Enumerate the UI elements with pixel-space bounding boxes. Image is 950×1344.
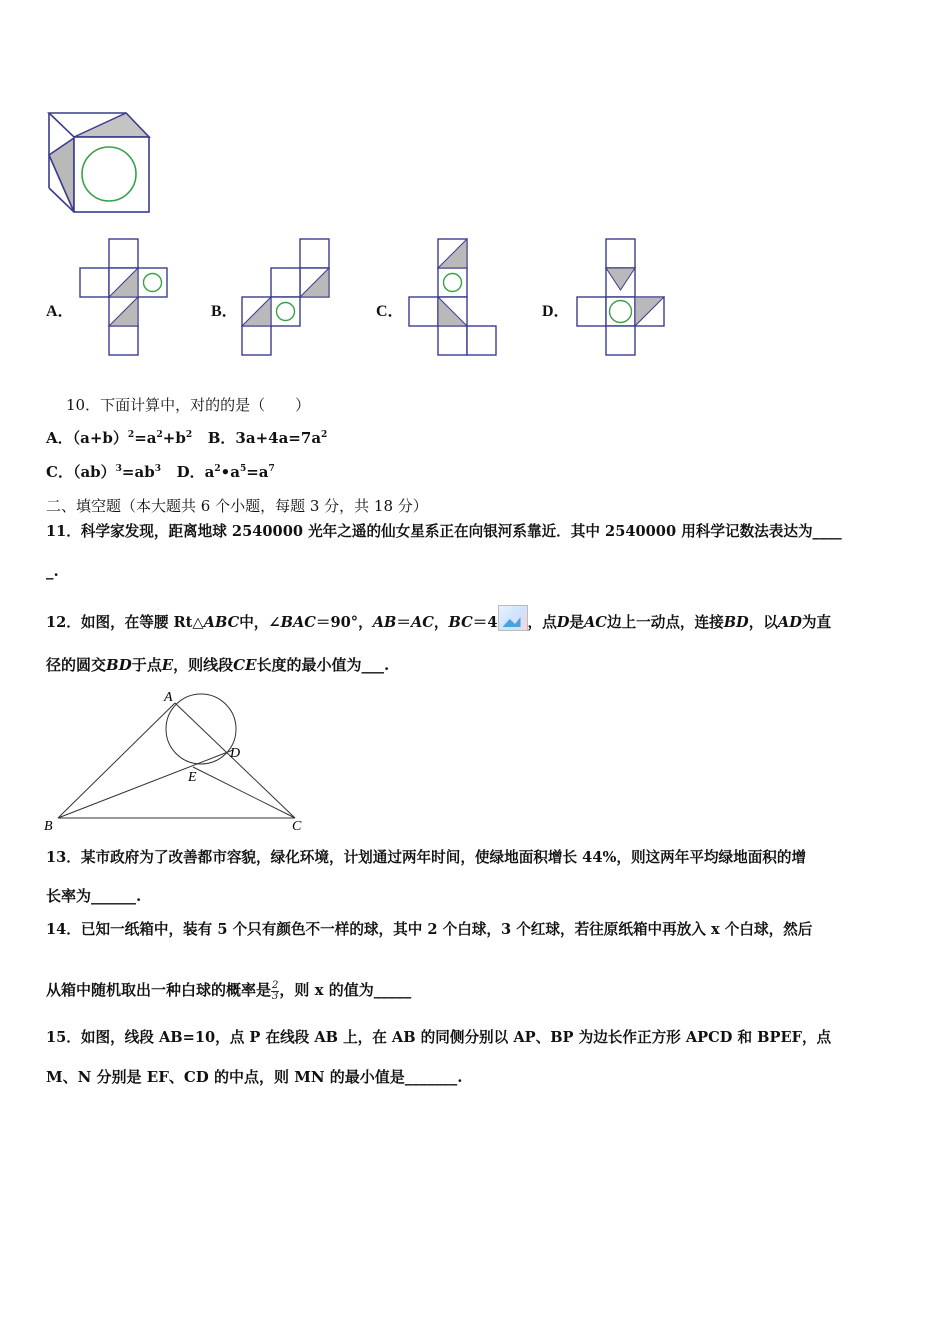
net-option-b bbox=[240, 238, 332, 356]
label-d: D bbox=[230, 746, 241, 761]
section-2-heading: 二、填空题（本大题共 6 个小题，每题 3 分，共 18 分） bbox=[46, 497, 428, 515]
q14-line2: 从箱中随机取出一种白球的概率是 $\frac{2}{3}$ ，则 x 的值为_____ bbox=[46, 979, 412, 1002]
q14-line1: 14．已知一纸箱中，装有 5 个只有颜色不一样的球，其中 2 个白球，3 个红球，若往原纸箱中再放入 x 个白球，然后 bbox=[46, 921, 813, 938]
q15-line2: M、N 分别是 EF、CD 的中点，则 MN 的最小值是_______. bbox=[46, 1068, 463, 1086]
q12-line2: 径的圆交BD于点E，则线段CE长度的最小值为___. bbox=[46, 656, 390, 674]
q12-line1: 12．如图，在等腰 Rt△ABC中，∠BAC＝90°，AB＝AC，BC＝4 ，点D是AC边上一动点，连接BD，以AD为直 bbox=[46, 605, 831, 633]
net-option-d bbox=[575, 238, 667, 356]
triangle-circle-figure bbox=[40, 688, 320, 838]
option-c-label: C． bbox=[376, 303, 404, 320]
option-d-label: D． bbox=[542, 303, 570, 320]
cube-figure bbox=[46, 110, 152, 216]
q11-line1: 11．科学家发现，距离地球 2540000 光年之遥的仙女星系正在向银河系靠近．其中 2540000 用科学记数法表达为____ bbox=[46, 523, 842, 540]
net-option-c bbox=[407, 238, 499, 356]
q11-line2: _. bbox=[46, 562, 59, 580]
label-a: A bbox=[164, 690, 173, 705]
option-a-label: A． bbox=[46, 303, 74, 320]
q10-stem: 10．下面计算中，对的的是（ ） bbox=[66, 396, 311, 414]
broken-image-icon bbox=[498, 605, 528, 631]
q13-line1: 13．某市政府为了改善都市容貌，绿化环境，计划通过两年时间，使绿地面积增长 44%，则这两年平均绿地面积的增 bbox=[46, 849, 807, 866]
label-c: C bbox=[292, 819, 302, 834]
q15-line1: 15．如图，线段 AB=10，点 P 在线段 AB 上，在 AB 的同侧分别以 AP、BP 为边长作正方形 APCD 和 BPEF，点 bbox=[46, 1029, 832, 1046]
q10-options-cd: C．$(ab)^3=ab^3$ D．$a^2•a^5=a^7$ bbox=[46, 463, 275, 481]
q13-line2: 长率为______. bbox=[46, 887, 142, 905]
q10-options-ab: A．$(a+b)^2=a^2+b^2$ B．$3a+4a=7a^2$ bbox=[46, 429, 328, 447]
label-b: B bbox=[44, 819, 53, 834]
fraction-two-thirds: $\frac{2}{3}$ bbox=[272, 979, 279, 1002]
option-b-label: B． bbox=[211, 303, 238, 320]
net-option-a bbox=[78, 238, 170, 356]
label-e: E bbox=[188, 770, 197, 785]
